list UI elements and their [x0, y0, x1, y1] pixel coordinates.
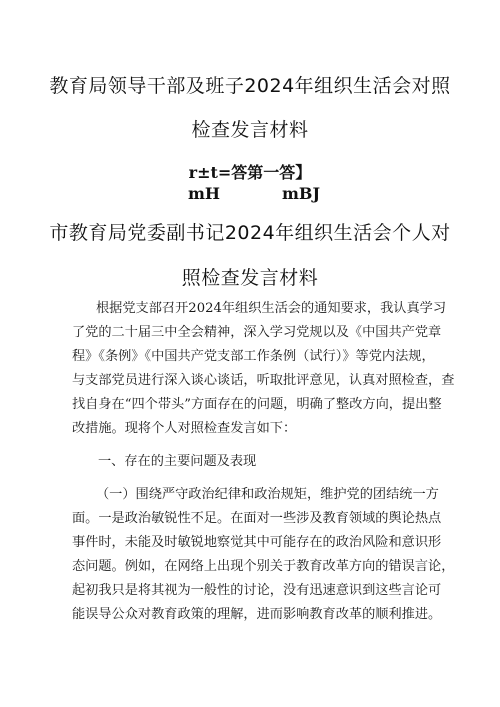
intro-line: 改措施。现将个人对照检查发言如下：: [72, 421, 297, 436]
section-line: 态问题。例如，在网络上出现个别关于教育改革方向的错误言论，: [72, 559, 455, 574]
garbled-text-line-2-right: mBJ: [282, 184, 321, 203]
section-line: 能误导公众对教育政策的理解，进而影响教育改革的顺利推进。: [72, 607, 442, 622]
document-title-line-1: 教育局领导干部及班子2024年组织生活会对照: [49, 75, 451, 97]
document-title-line-2: 检查发言材料: [191, 119, 309, 141]
speech-title-line-2: 照检查发言材料: [181, 267, 319, 289]
garbled-text-line-1: r±t=答第一答】: [188, 163, 312, 182]
intro-line: 与支部党员进行深入谈心谈话，听取批评意见，认真对照检查，查: [72, 373, 455, 388]
garbled-text-line-2-left: mH: [188, 184, 221, 203]
intro-line: 根据党支部召开2024年组织生活会的通知要求，我认真学习: [96, 301, 447, 316]
section-line: （一）围绕严守政治纪律和政治规矩，维护党的团结统一方: [96, 487, 439, 502]
section-line: 事件时，未能及时敏锐地察觉其中可能存在的政治风险和意识形: [72, 535, 442, 550]
speech-title-line-1: 市教育局党委副书记2024年组织生活会个人对: [49, 222, 451, 244]
section-heading: 一、存在的主要问题及表现: [98, 454, 257, 469]
intro-line: 找自身在“四个带头”方面存在的问题，明确了整改方向，提出整: [72, 397, 442, 412]
intro-line: 了党的二十届三中全会精神，深入学习党规以及《中国共产党章: [72, 325, 442, 340]
intro-line: 程》《条例》《中国共产党支部工作条例（试行）》等党内法规，: [72, 349, 435, 364]
section-line: 起初我只是将其视为一般性的讨论，没有迅速意识到这些言论可: [72, 583, 442, 598]
section-line: 面。一是政治敏锐性不足。在面对一些涉及教育领域的舆论热点: [72, 511, 442, 526]
